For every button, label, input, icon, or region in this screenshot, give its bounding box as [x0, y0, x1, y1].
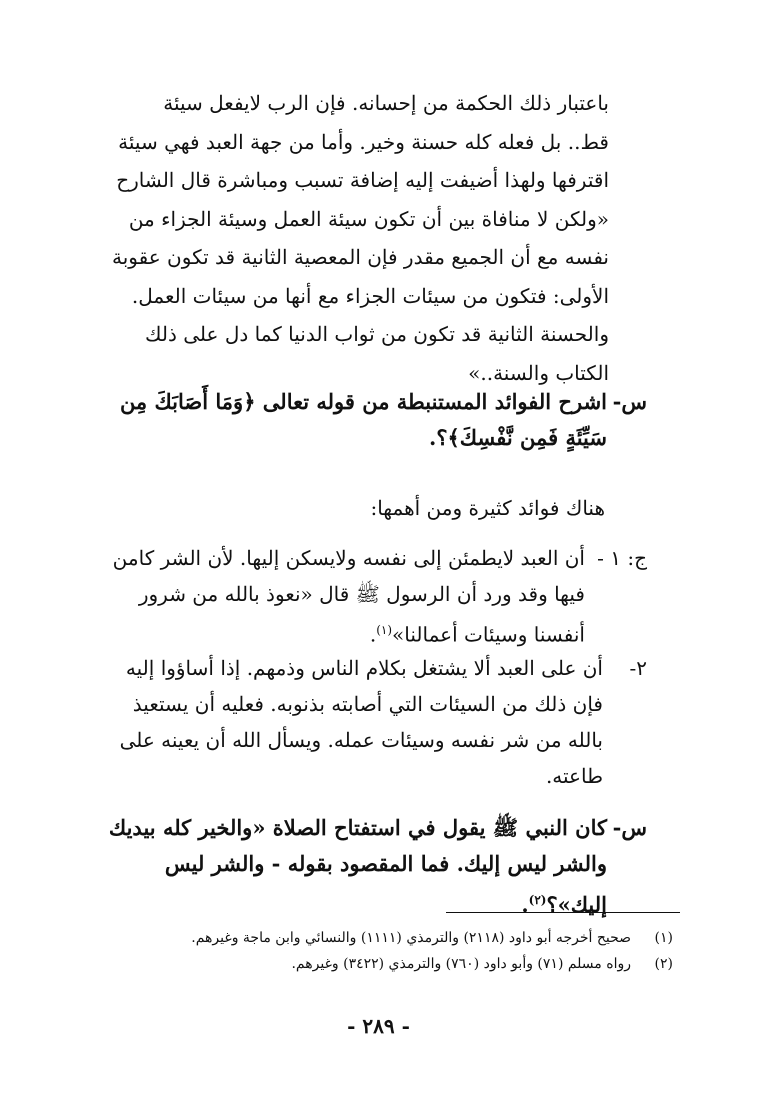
footnote-text: رواه مسلم (٧١) وأبو داود (٧٦٠) والترمذي (٣٤٢٢) وغيرهم. — [291, 956, 631, 972]
question-1 — [107, 384, 647, 456]
page-number: - ٢٨٩ - — [347, 1014, 410, 1038]
footnote-2 — [113, 952, 673, 976]
question-label: س- — [612, 815, 647, 840]
footnote-text: صحيح أخرجه أبو داود (٢١١٨) والترمذي (١١١١) والنسائي وابن ماجة وغيرهم. — [191, 930, 631, 946]
question-text: كان النبي ﷺ يقول في استفتاح الصلاة «والخير كله بيديك والشر ليس إليك. فما المقصود بقوله - والشر ليس إليك»؟ — [108, 815, 607, 917]
paragraph-line: الأولى: فتكون من سيئات الجزاء مع أنها من سيئات العمل. — [131, 283, 609, 308]
footnote-ref: (٢) — [528, 893, 547, 907]
question-end: . — [521, 892, 529, 917]
body-paragraph — [112, 84, 609, 392]
answer-item-2 — [107, 650, 647, 794]
paragraph-line: والحسنة الثانية قد تكون من ثواب الدنيا كما دل على ذلك — [145, 322, 609, 346]
question-label: س- — [612, 389, 647, 414]
question-text-wrap — [107, 810, 607, 923]
question-text: اشرح الفوائد المستنبطة من قوله تعالى ﴿وَمَا أَصَابَكَ مِن سَيِّئَةٍ فَمِن نَّفْسِكَ﴾؟. — [119, 389, 607, 450]
footnote-divider — [446, 912, 680, 913]
paragraph-line: قط.. بل فعله كله حسنة وخير. وأما من جهة العبد فهي سيئة — [118, 129, 609, 154]
footnote-ref: (١) — [376, 623, 393, 637]
paragraph-line: الكتاب والسنة..» — [468, 360, 609, 385]
answer-label: ج: ١ - — [597, 546, 647, 570]
paragraph-line: اقترفها ولهذا أضيفت إليه إضافة تسبب ومباشرة قال الشارح — [116, 168, 609, 192]
answer-item-1 — [107, 540, 647, 653]
answer-text-wrap — [107, 540, 585, 653]
answer-intro: هناك فوائد كثيرة ومن أهمها: — [370, 496, 605, 520]
paragraph-line: نفسه مع أن الجميع مقدر فإن المعصية الثانية قد تكون عقوبة — [112, 245, 609, 269]
paragraph-line: باعتبار ذلك الحكمة من إحسانه. فإن الرب لايفعل سيئة — [163, 91, 609, 115]
answer-text: أن العبد لايطمئن إلى نفسه ولايسكن إليها. لأن الشر كامن فيها وقد ورد أن الرسول ﷺ قال «نعوذ بالله من شرور أنفسنا وسيئات أعمالنا» — [112, 546, 585, 647]
answer-text: أن على العبد ألا يشتغل بكلام الناس وذمهم. إذا أساؤوا إليه فإن ذلك من السيئات التي أصابته بذنوبه. فعليه أن يستعيذ بالله من شر نفسه وسيئات عمله. ويسأل الله أن يعينه على طاعته. — [119, 656, 603, 788]
footnote-number: (٢) — [654, 956, 673, 972]
footnote-number: (١) — [654, 930, 673, 946]
answer-end: . — [369, 622, 377, 647]
question-2 — [107, 810, 647, 923]
answer-label: ٢- — [629, 656, 647, 680]
paragraph-line: «ولكن لا منافاة بين أن تكون سيئة العمل وسيئة الجزاء من — [128, 206, 609, 231]
footnote-1 — [113, 926, 673, 950]
